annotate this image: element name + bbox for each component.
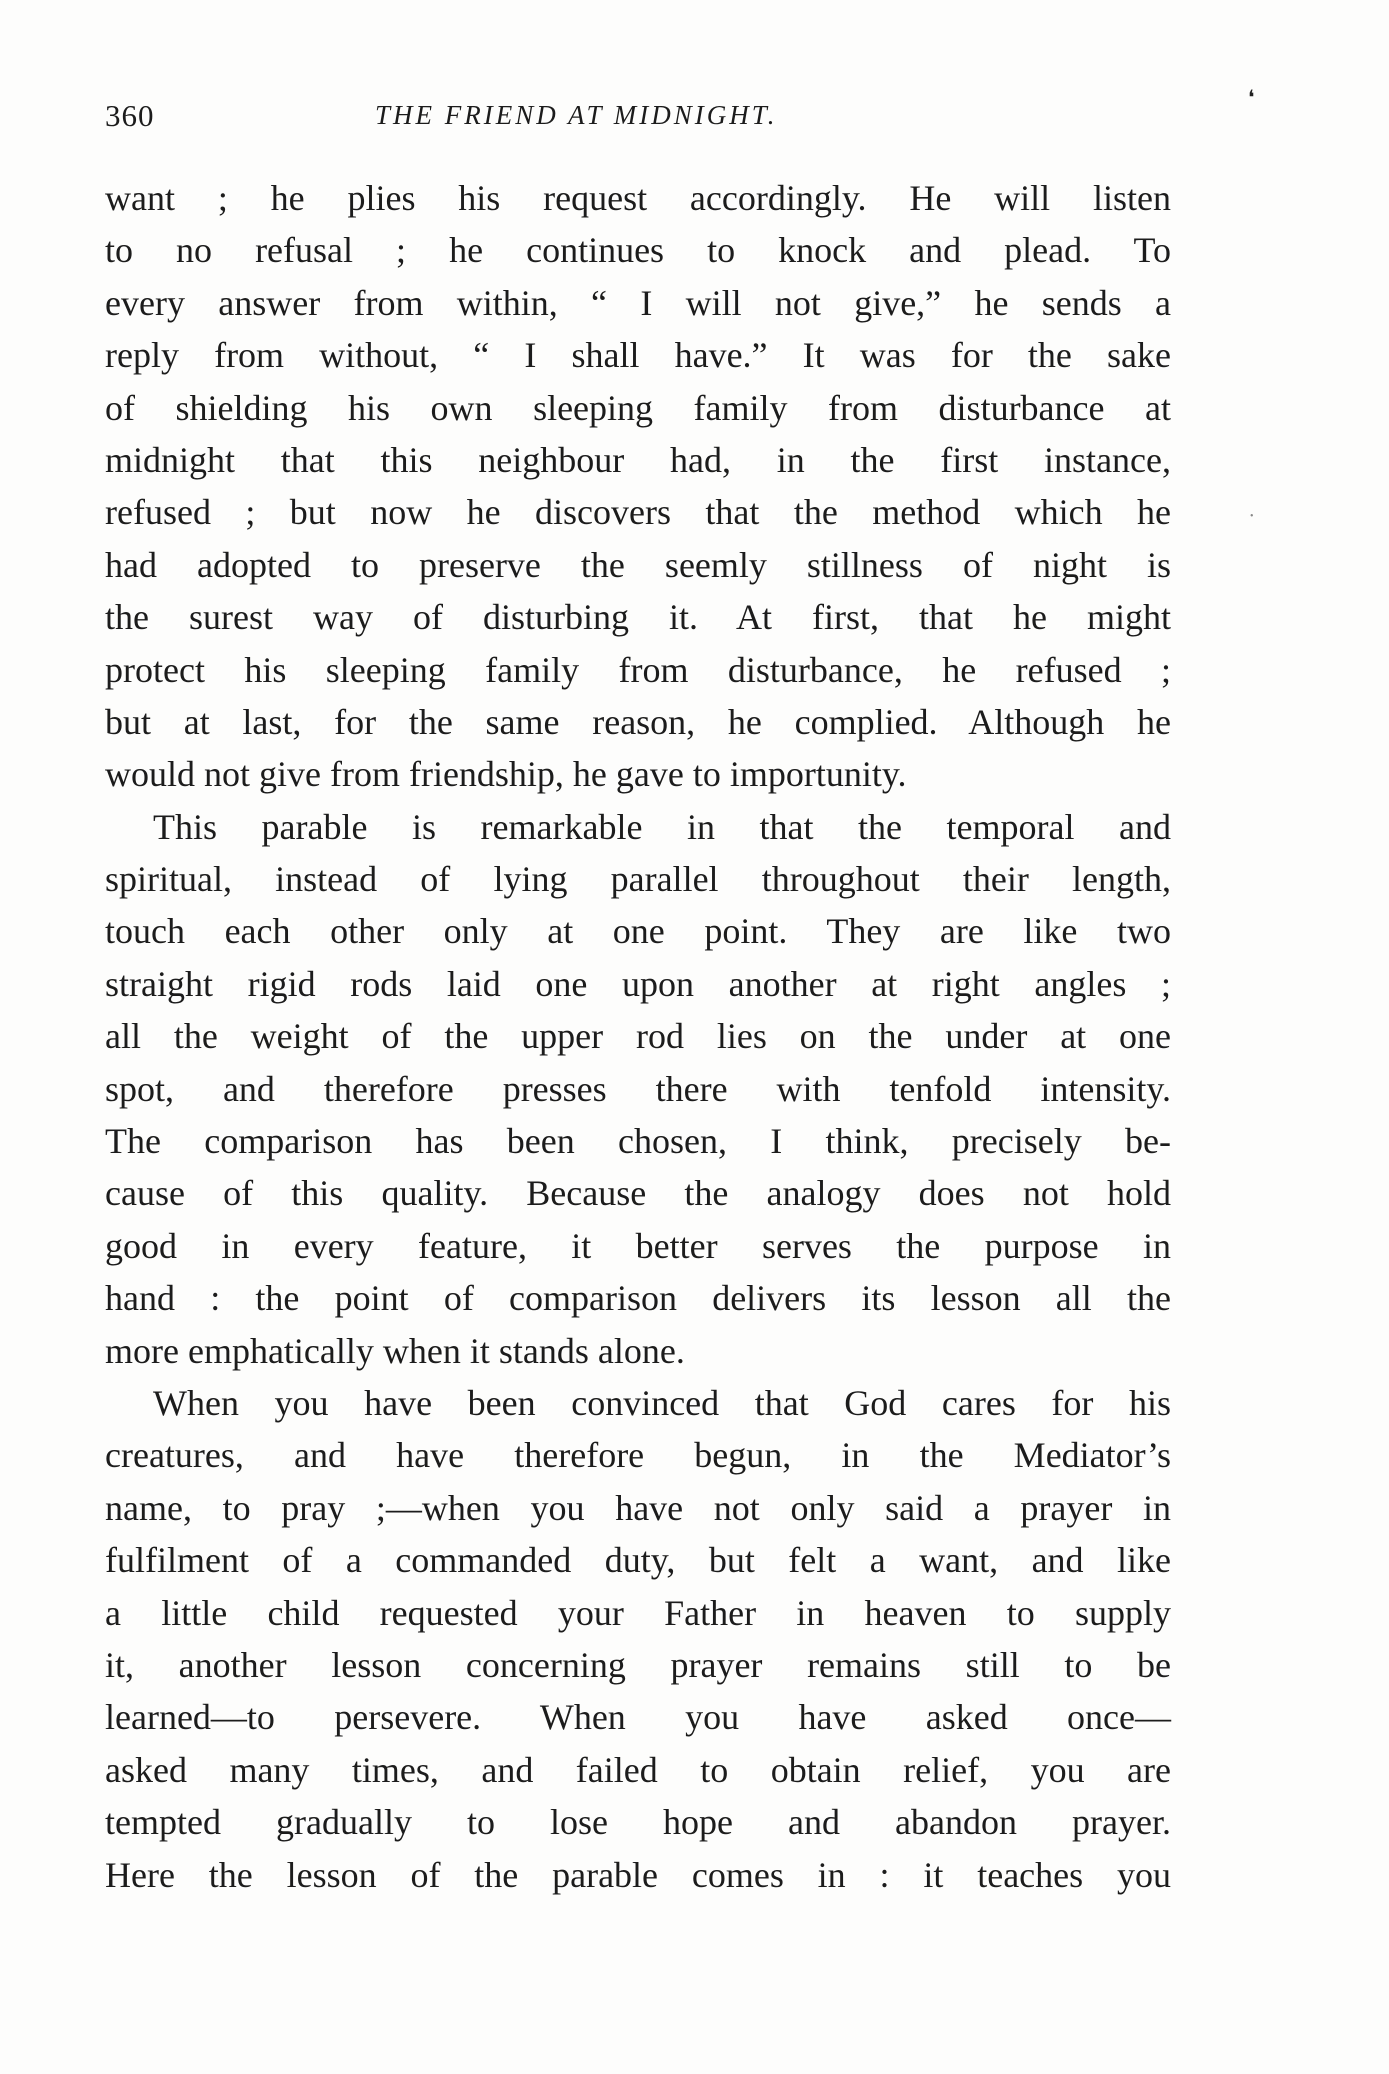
text-line: straight rigid rods laid one upon another at right angles ; <box>105 963 1171 1004</box>
text-line: hand : the point of comparison delivers its lesson all the <box>105 1278 1171 1319</box>
margin-speck: • <box>1250 511 1254 522</box>
text-line: a little child requested your Father in heaven to supply <box>105 1592 1171 1633</box>
text-line: cause of this quality. Because the analogy does not hold <box>105 1173 1171 1214</box>
text-line: reply from without, “ I shall have.” It was for the sake <box>105 335 1171 376</box>
text-line: protect his sleeping family from disturbance, he refused ; <box>105 649 1171 690</box>
text-line: creatures, and have therefore begun, in the Mediator’s <box>105 1435 1171 1476</box>
text-line: Here the lesson of the parable comes in : it teaches you <box>105 1854 1171 1895</box>
text-line: fulfilment of a commanded duty, but felt a want, and like <box>105 1540 1171 1581</box>
text-line: every answer from within, “ I will not give,” he sends a <box>105 282 1171 323</box>
text-line: it, another lesson concerning prayer remains still to be <box>105 1644 1171 1685</box>
text-line: had adopted to preserve the seemly stillness of night is <box>105 544 1171 585</box>
text-line: spot, and therefore presses there with tenfold intensity. <box>105 1068 1171 1109</box>
text-line: learned—to persevere. When you have asked once— <box>105 1697 1171 1738</box>
text-line: tempted gradually to lose hope and abandon prayer. <box>105 1802 1171 1843</box>
text-line: midnight that this neighbour had, in the first instance, <box>105 439 1171 480</box>
margin-speck: ❛ <box>1248 87 1255 109</box>
text-line: When you have been convinced that God cares for his <box>153 1382 1171 1423</box>
text-line: asked many times, and failed to obtain relief, you are <box>105 1749 1171 1790</box>
page-header <box>105 98 1165 138</box>
text-line: all the weight of the upper rod lies on the under at one <box>105 1016 1171 1057</box>
text-line: touch each other only at one point. They are like two <box>105 911 1171 952</box>
text-line: the surest way of disturbing it. At first, that he might <box>105 597 1171 638</box>
text-line: good in every feature, it better serves the purpose in <box>105 1225 1171 1266</box>
text-line: want ; he plies his request accordingly. He will listen <box>105 178 1171 218</box>
text-line: more emphatically when it stands alone. <box>105 1330 685 1371</box>
body-text <box>105 172 1171 1901</box>
text-line: This parable is remarkable in that the temporal and <box>153 806 1171 847</box>
text-line: of shielding his own sleeping family from disturbance at <box>105 387 1171 428</box>
text-line: refused ; but now he discovers that the method which he <box>105 492 1171 533</box>
text-line: The comparison has been chosen, I think, precisely be- <box>105 1121 1171 1162</box>
page-number: 360 <box>105 98 155 133</box>
running-title: THE FRIEND AT MIDNIGHT. <box>375 100 778 130</box>
text-line: would not give from friendship, he gave to importunity. <box>105 754 907 795</box>
text-line: but at last, for the same reason, he complied. Although he <box>105 701 1171 742</box>
text-line: name, to pray ;—when you have not only said a prayer in <box>105 1487 1171 1528</box>
text-line: to no refusal ; he continues to knock and plead. To <box>105 230 1171 271</box>
text-line: spiritual, instead of lying parallel throughout their length, <box>105 859 1171 900</box>
